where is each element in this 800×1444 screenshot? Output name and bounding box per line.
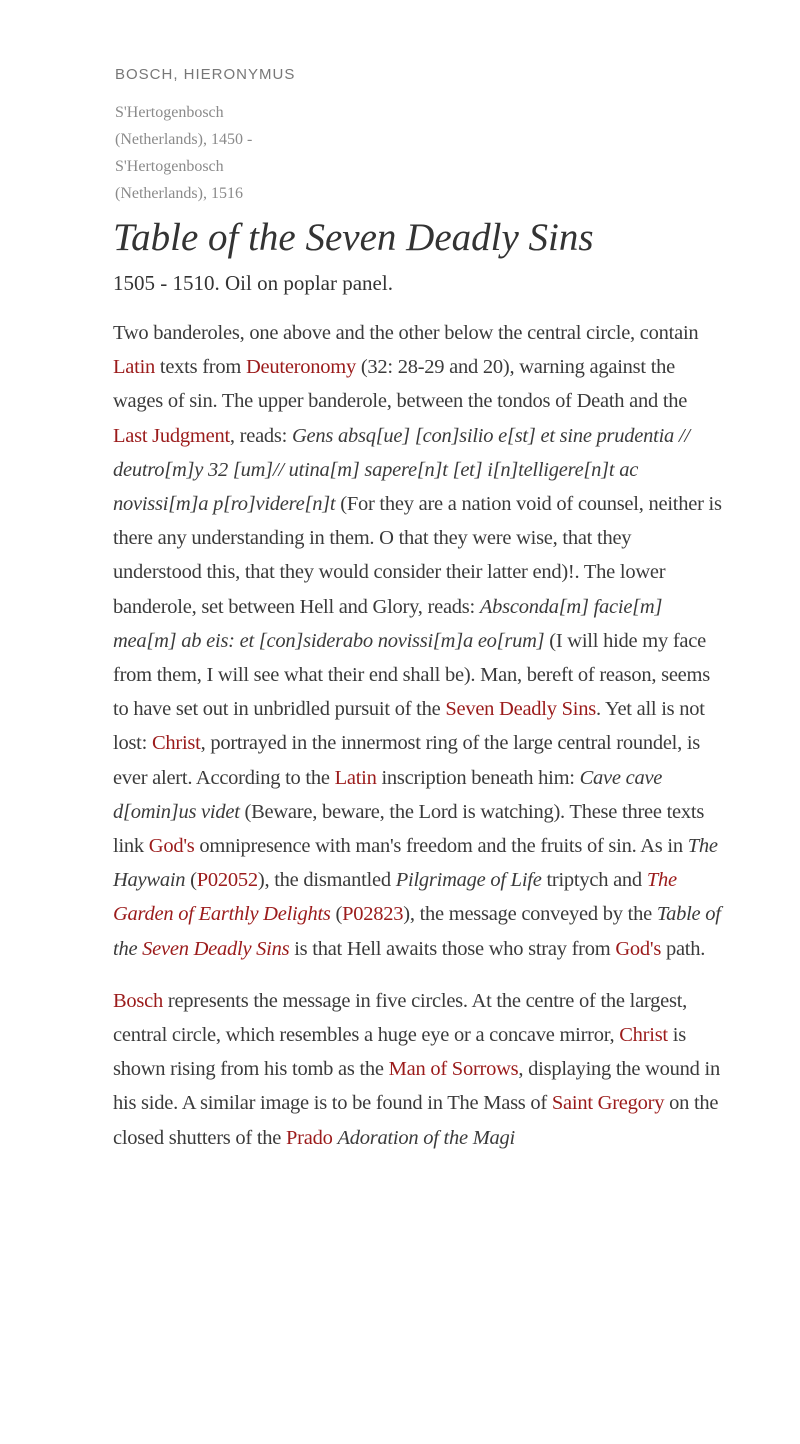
inline-link[interactable]: God's [615, 937, 662, 960]
inline-link[interactable]: The Garden of Earthly Delights [113, 869, 677, 926]
text-run: path. [661, 937, 706, 960]
text-run: ), the dismantled [257, 869, 396, 892]
text-run: Two banderoles, one above and the other below the central circle, contain [113, 322, 699, 344]
italic-text: Adoration of the Magi [337, 1126, 515, 1149]
text-run: . Yet all is not lost: [113, 698, 705, 755]
text-run: (For they are a nation void of counsel, neither is there any understanding in them. O that they were wise, that they understood this, that they would consider their latter end)!. The lower banderole, set between Hell and Glory, reads: [113, 493, 722, 618]
birth-line: S'Hertogenbosch [115, 158, 224, 175]
text-run: on the closed shutters of the [113, 1092, 719, 1149]
italic-text: Table of the [113, 903, 721, 960]
birth-line: (Netherlands), 1516 [115, 185, 243, 202]
text-run: is that Hell awaits those who stray from [289, 937, 616, 960]
text-run: inscription beneath him: [376, 766, 580, 789]
artwork-title: Table of the Seven Deadly Sins [113, 216, 594, 259]
inline-link[interactable]: Christ [151, 732, 201, 755]
text-run: omnipresence with man's freedom and the fruits of sin. As in [194, 835, 688, 858]
text-run: ), the message conveyed by the [403, 903, 657, 926]
text-run: (Beware, beware, the Lord is watching). These three texts link [113, 800, 705, 858]
birth-line: (Netherlands), 1450 - [115, 131, 253, 148]
italic-text: Gens absq[ue] [con]silio e[st] et sine prudentia // deutro[m]y 32 [um]// utina[m] sapere[n]t [et] i[n]telligere[n]t ac novissi[m]a p[ro]videre[n]t [113, 424, 690, 516]
text-run: ( [185, 869, 197, 892]
inline-link[interactable]: Man of Sorrows [388, 1058, 519, 1081]
inline-link[interactable]: Seven Deadly Sins [445, 698, 596, 721]
inline-link[interactable]: P02052 [196, 869, 258, 892]
text-run: (I will hide my face from them, I will see what their end shall be). Man, bereft of reason, seems to have set out in unbridled pursuit of the [113, 629, 710, 721]
text-run: ( [330, 903, 343, 926]
artist-birth-death [115, 99, 295, 207]
text-run: (32: 28-29 and 20), warning against the wages of sin. The upper banderole, between the tondos of Death and the [113, 356, 688, 413]
italic-text: Pilgrimage of Life [395, 869, 542, 892]
text-run: texts from [155, 356, 246, 379]
artist-name: BOSCH, HIERONYMUS [115, 66, 296, 83]
inline-link[interactable]: Deuteronomy [245, 356, 356, 379]
inline-link[interactable]: Saint Gregory [551, 1092, 665, 1115]
description-paragraph [113, 316, 723, 966]
birth-line: S'Hertogenbosch [115, 104, 224, 121]
artwork-entry [113, 66, 723, 1173]
text-run: , displaying the wound in his side. A similar image is to be found in The Mass of [113, 1058, 720, 1115]
inline-link[interactable]: Bosch [113, 989, 163, 1012]
text-run: triptych and [541, 869, 647, 892]
inline-link[interactable]: Latin [113, 356, 156, 379]
inline-link[interactable]: Last Judgment [113, 424, 230, 447]
italic-text: The Haywain [113, 835, 718, 892]
inline-link[interactable]: God's [148, 835, 195, 858]
italic-text: Absconda[m] facie[m] mea[m] ab eis: et [con]siderabo novissi[m]a eo[rum] [113, 595, 663, 652]
inline-link[interactable]: Christ [619, 1024, 668, 1047]
inline-link[interactable]: P02823 [342, 903, 404, 926]
inline-link[interactable]: Seven Deadly Sins [142, 937, 290, 960]
artwork-date-medium: 1505 - 1510. Oil on poplar panel. [113, 271, 393, 295]
text-run: , portrayed in the innermost ring of the large central roundel, is ever alert. According to the [113, 732, 701, 789]
description-paragraph [113, 984, 723, 1155]
text-run: is shown rising from his tomb as the [113, 1024, 686, 1081]
description [113, 316, 723, 1155]
inline-link[interactable]: Latin [334, 766, 377, 789]
text-run: represents the message in five circles. At the centre of the largest, central circle, which resembles a huge eye or a concave mirror, [113, 989, 688, 1047]
inline-link[interactable]: Prado [286, 1126, 333, 1149]
text-run: , reads: [229, 424, 292, 447]
italic-text: Cave cave d[omin]us videt [113, 766, 663, 823]
